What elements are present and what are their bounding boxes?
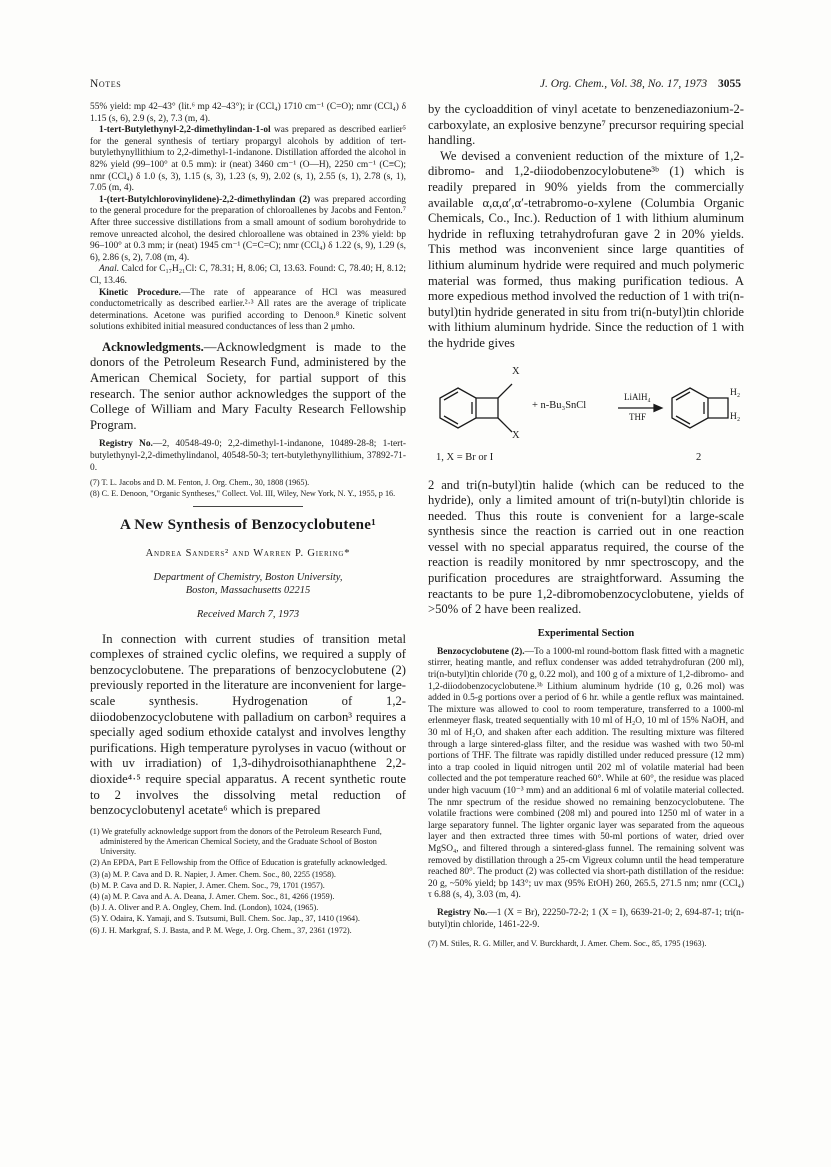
substituent-x-top: X	[512, 365, 520, 377]
footnote-3b: (b) M. P. Cava and D. R. Napier, J. Amer. Chem. Soc., 79, 1701 (1957).	[90, 880, 325, 890]
paragraph-ethynyl-alcohol: 1-tert-Butylethynyl-2,2-dimethylindan-1-ol was prepared as described earlier⁵ for the general synthesis of tertiary propargyl alcohols by addition of tert-butylethynyllithium to 2,2-dimethyl-1-indanone. Distillation afforded the alcohol in 82% yield (99–100° at 0.5 mm): ir (neat) 3460 cm⁻¹ (O—H), 2250 cm⁻¹ (C≡C); nmr (CCl₄) δ 1.0 (s, 3), 1.15 (s, 3), 1.23 (s, 9), 2.02 (s, 1), 2.55 (s, 1), 2.78 (s, 1), 7.05 (m, 4).	[90, 125, 406, 194]
h2-bottom: H₂	[730, 411, 741, 422]
divider-rule	[193, 506, 303, 507]
journal-citation	[540, 78, 741, 90]
footnotes-right	[428, 939, 744, 949]
paragraph-analysis: Anal. Calcd for C₁₇H₂₁Cl: C, 78.31; H, 8.06; Cl, 13.63. Found: C, 78.40; H, 8.12; Cl, 13.46.	[90, 264, 406, 286]
paragraph-indanone: 55% yield: mp 42–43° (lit.⁶ mp 42–43°); ir (CCl₄) 1710 cm⁻¹ (C=O); nmr (CCl₄) δ 1.15 (s, 6), 2.9 (s, 2), 7.3 (m, 4).	[90, 102, 406, 124]
footnote-5: (5) Y. Odaira, K. Yamaji, and S. Tsutsumi, Bull. Chem. Soc. Jap., 37, 1410 (1964).	[90, 914, 360, 924]
body-continued: by the cycloaddition of vinyl acetate to benzenediazonium-2-carboxylate, an explosive benzyne⁷ precursor requiring special handling. We devised a convenient reduction of the mixture of 1,2-dibromo- and 1,2-diiodobenzocylobutene³ᵇ (1) which is readily prepared in 90% yields from the commercially available α,α,α′,α′-tetrabromo-o-xylene (Columbia Organic Chemicals, Co., Inc.). Reduction of 1 with lithium aluminum hydride in refluxing tetrahydrofuran gave 2 in 20% yields. This method was inconvenient since large quantities of lithium aluminum hydride were required and much polymeric material was formed, thus making purification tedious. A more expedious method involved the reduction of 1 with tri(n-butyl)tin hydride generated in situ from tri(n-butyl)tin chloride with lithium aluminum hydride. Since the reduction of 1 with the hydride gives	[428, 102, 744, 350]
article-authors: Andrea Sanders² and Warren P. Giering*	[145, 547, 351, 559]
registry-numbers-article: Registry No.—1 (X = Br), 22250-72-2; 1 (X = I), 6639-21-0; 2, 694-87-1; tri(n-butyl)tin chloride, 1461-22-9.	[428, 907, 744, 930]
reaction-scheme	[428, 360, 744, 472]
footnote-6: (6) J. H. Markgraf, S. J. Basta, and P. M. Wege, J. Org. Chem., 37, 2361 (1972).	[90, 925, 352, 935]
compound-2-structure	[672, 388, 728, 428]
compound-2-label: 2	[696, 451, 702, 463]
experimental-section: Benzocyclobutene (2).—To a 1000-ml round-bottom flask fitted with a magnetic stirrer, heating mantle, and reflux condenser was added tetrahydrofuran (200 ml), tri(n-butyl)tin chloride (70 g, 0.22 mol), and 100 g of a mixture of 1,2-dibromo- and 1,2-diiodobenzocyclobutene.³ᵇ Lithium aluminum hydride (10 g, 0.26 mol) was added in 0.5-g portions over a period of 6 hr. while a gentle reflux was maintained. The mixture was allowed to cool to room temperature, transferred to a 1000-ml erlenmeyer flask, treated sequentially with 10 ml of H₂O, 10 ml of 15% NaOH, and 30 ml of H₂O, and shaken after each addition. The resulting mixture was filtered through a large sintered-glass filter, and the residue was washed with two 50-ml portions of THF. The filtrate was rapidly distilled under reduced pressure (12 mm) into a trap cooled in liquid nitrogen until 202 ml of volatile material had been collected and the pot temperature reached 60°. While at 60°, the residue was placed under high vacuum (10⁻³ mm) and an additional 6 ml of volatile material collected. The nmr spectrum of the residue showed no remaining benzocyclobutene. The volatile fractions were combined (208 ml) and poured into 1250 ml of water in a large separatory funnel. The lighter organic layer was separated from the aqueous layer and then extracted three times with 50-ml portions of water, dried over MgSO₄, and filtered through a sintered-glass funnel. The remaining solvent was removed by distillation through a 25-cm Vigreux column until the head temperature reached 80°. The product (2) was collected via short-path distillation of the residue: 20 g, ~50% yield; bp 143°; uv max (95% EtOH) 260, 265.5, 271.5 nm; nmr (CCl₄) τ 6.88 (s, 4), 3.03 (m, 4). Registry No.—1 (X = Br), 22250-72-2; 1 (X = I), 6639-21-0; 2, 694-87-1; tri(n-butyl)tin chloride, 1461-22-9.	[428, 646, 744, 930]
previous-article-experimental	[90, 102, 406, 334]
registry-numbers: Registry No.—2, 40548-49-0; 2,2-dimethyl-1-indanone, 10489-28-8; 1-tert-butylethynyl-2,2-dimethylindanol, 40548-50-3; tert-butylethynyllithium, 37892-71-0.	[90, 439, 406, 473]
journal-name: J. Org. Chem., Vol. 38, No. 17, 1973	[539, 78, 708, 90]
footnote-3a: (3) (a) M. P. Cava and D. R. Napier, J. Amer. Chem. Soc., 80, 2255 (1958).	[90, 869, 336, 879]
paragraph-kinetic-procedure: Kinetic Procedure.—The rate of appearance of HCl was measured conductometrically as described earlier.²·³ All rates are the average of triplicate determinations. Acetone was purified according to Denoon.⁸ Kinetic solvent solutions exhibited initial measured conductances of less than 2 μmho.	[90, 287, 407, 333]
page-number: 3055	[718, 78, 741, 90]
footnote-7: (7) T. L. Jacobs and D. M. Fenton, J. Org. Chem., 30, 1808 (1965).	[90, 478, 310, 488]
introduction: In connection with current studies of transition metal complexes of strained cyclic olefins, we required a supply of benzocyclobutene. The preparations of benzocyclobutene (2) previously reported in the literature are inconvenient for large-scale synthesis. Hydrogenation of 1,2-diiodobenzocyclobutene with palladium on carbon³ requires a specially aged sodium ethoxide catalyst and involves lengthy purifications. High temperature pyrolyses in vacuo (without or with uv irradiation) of 1,3-dihydroisothianaphthene 2,2-dioxide⁴·⁵ require special apparatus. A recent synthetic route to 2 involves the dissolving metal reduction of benzocyclobutenyl acetate⁶ which is prepared	[90, 631, 406, 818]
article-title: A New Synthesis of Benzocyclobutene¹	[119, 516, 377, 533]
h2-top: H₂	[730, 387, 741, 398]
reaction-arrow	[618, 404, 662, 411]
footnotes-previous	[90, 478, 406, 499]
running-head	[90, 78, 741, 96]
article-affiliation: Department of Chemistry, Boston University, Boston, Massachusetts 02215	[153, 571, 343, 596]
compound-1-label: 1, X = Br or I	[436, 451, 494, 463]
substituent-x-bottom: X	[512, 429, 520, 441]
reagent-label: + n-Bu₃SnCl	[532, 399, 587, 411]
right-column	[428, 102, 744, 950]
experimental-heading: Experimental Section	[537, 627, 635, 639]
left-column	[90, 102, 406, 937]
footnote-4a: (4) (a) M. P. Cava and A. A. Deana, J. Amer. Chem. Soc., 81, 4266 (1959).	[90, 891, 335, 901]
footnote-4b: (b) J. A. Oliver and P. A. Ongley, Chem. Ind. (London), 1024, (1965).	[90, 903, 319, 913]
footnote-1: (1) We gratefully acknowledge support from the donors of the Petroleum Research Fund, administered by the American Chemical Society, and the Graduate School of Boston University.	[90, 826, 382, 857]
footnote-2: (2) An EPDA, Part E Fellowship from the Office of Education is gratefully acknowledged.	[90, 858, 388, 868]
footnote-8: (8) C. E. Denoon, "Organic Syntheses," Collect. Vol. III, Wiley, New York, N. Y., 1955, p 16.	[90, 489, 396, 499]
received-date: Received March 7, 1973	[196, 608, 300, 620]
section-name: Notes	[90, 78, 122, 90]
footnotes-article	[90, 827, 406, 936]
acknowledgments: Acknowledgments.—Acknowledgment is made to the donors of the Petroleum Research Fund, administered by the American Chemical Society, for partial support of this research. The senior author acknowledges the support of the College of William and Mary Faculty Research Fellowship Program.	[90, 339, 406, 432]
compound-1-structure	[440, 384, 512, 432]
paragraph-chloroallene: 1-(tert-Butylchlorovinylidene)-2,2-dimethylindan (2) was prepared according to the general procedure for the preparation of chloroallenes by Jacobs and Fenton.⁷ After three successive distillations from a small amount of sodium borohydride to remove unreacted alcohol, the desired chloroallene was obtained in 23% yield: bp 96–100° at 0.3 mm; ir (neat) 1945 cm⁻¹ (C=C=C); nmr (CCl₄) δ 1.22 (s, 9), 1.29 (s, 6), 2.86 (s, 2), 7.08 (m, 4).	[90, 194, 406, 263]
footnote-7-right: (7) M. Stiles, R. G. Miller, and V. Burckhardt, J. Amer. Chem. Soc., 85, 1795 (1963).	[428, 939, 707, 949]
body-discussion: 2 and tri(n-butyl)tin halide (which can be reduced to the hydride), only a limited amount of tri(n-butyl)tin chloride is needed. Thus this route is convenient for a large-scale synthesis since the reaction is carried out in one reaction vessel with no special apparatus required, the course of the reaction is readily monitored by nmr spectroscopy, and the purification procedures are straightforward. Assuming the reactants to be pure 1,2-dibromobenzocyclobutene, yields of >50% of 2 have been realized.	[428, 477, 744, 617]
arrow-solvent-bottom: THF	[629, 411, 647, 422]
arrow-reagent-top: LiAlH₄	[624, 391, 651, 402]
